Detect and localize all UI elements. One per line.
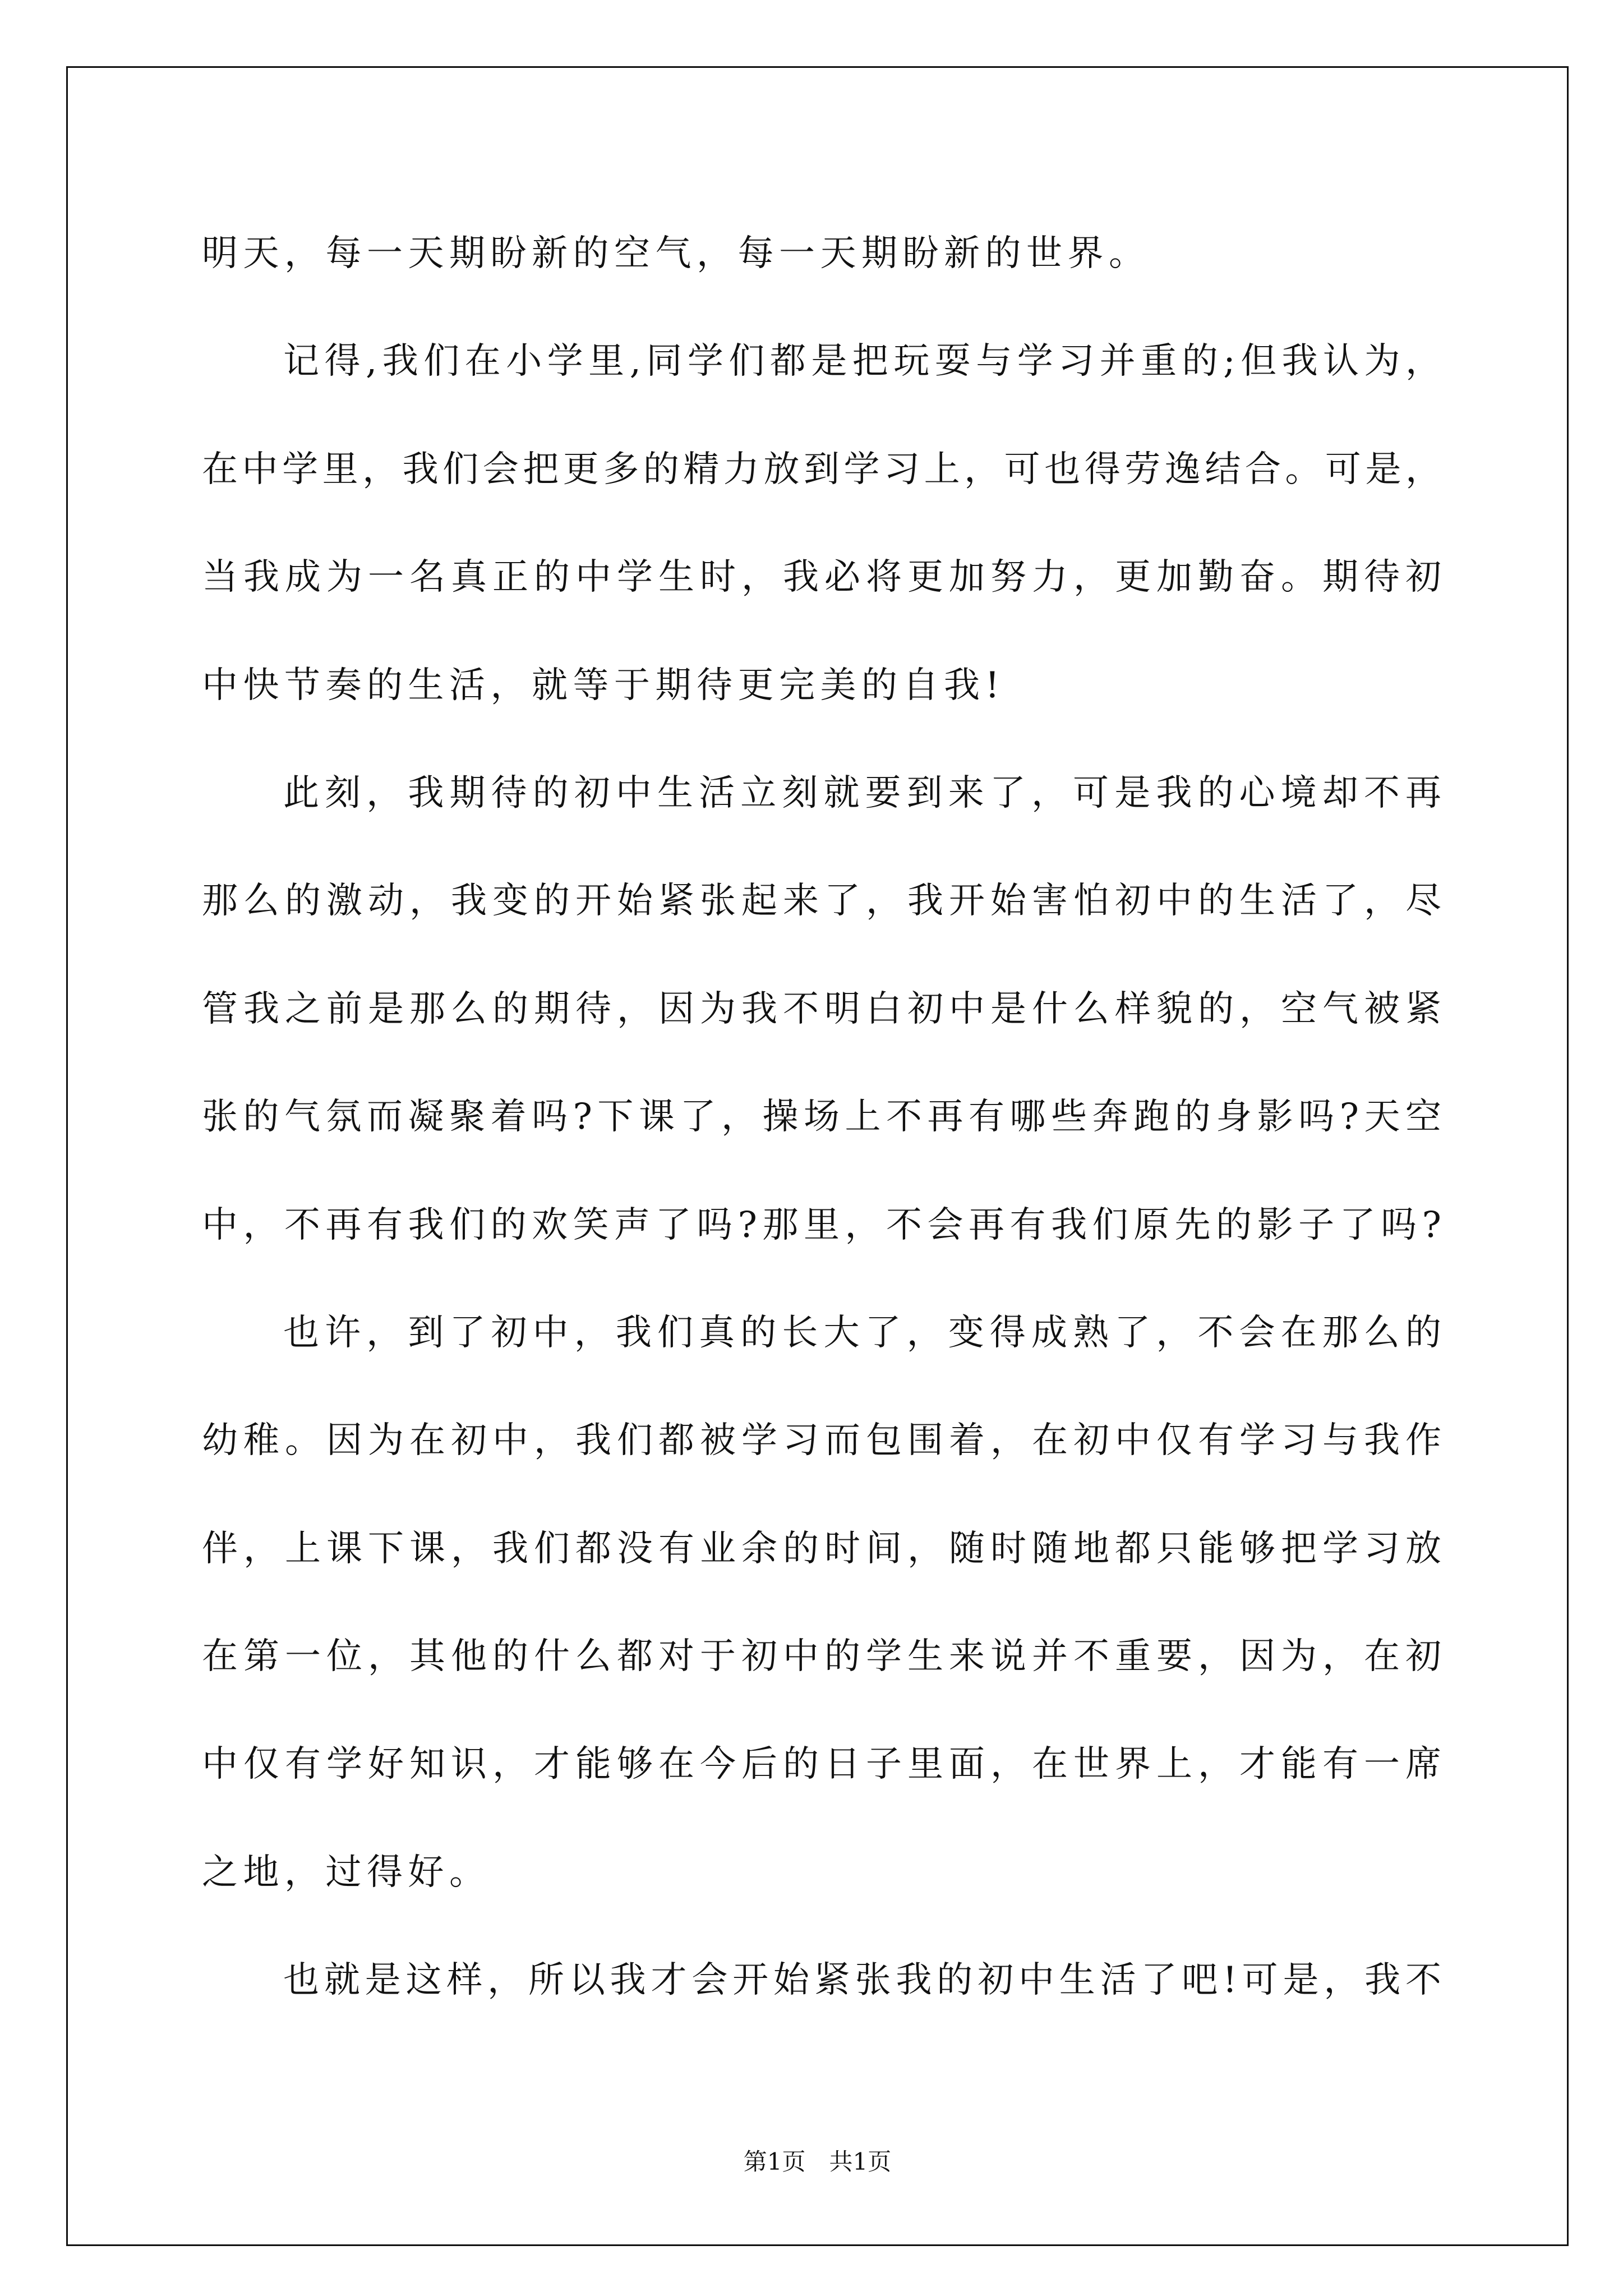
document-body (202, 200, 1441, 2035)
paragraph (202, 1926, 1441, 2034)
text-line: 在第一位，其他的什么都对于初中的学生来说并不重要，因为，在初 (202, 1636, 1441, 1678)
text-line: 张的气氛而凝聚着吗?下课了，操场上不再有哪些奔跑的身影吗?天空 (202, 1096, 1441, 1138)
text-line: 幼稚。因为在初中，我们都被学习而包围着，在初中仅有学习与我作 (202, 1420, 1441, 1462)
page-footer: 第1页 共1页 (743, 2148, 892, 2175)
paragraph (202, 307, 1441, 739)
text-line: 中仅有学好知识，才能够在今后的日子里面，在世界上，才能有一席 (202, 1743, 1441, 1786)
text-line: 中快节奏的生活，就等于期待更完美的自我! (202, 664, 1005, 706)
text-line: 管我之前是那么的期待，因为我不明白初中是什么样貌的，空气被紧 (202, 988, 1441, 1030)
paragraph (202, 200, 1441, 307)
text-line: 也就是这样，所以我才会开始紧张我的初中生活了吧!可是，我不 (283, 1959, 1441, 2001)
text-line: 记得,我们在小学里,同学们都是把玩耍与学习并重的;但我认为， (283, 341, 1441, 383)
text-line: 之地，过得好。 (202, 1851, 491, 1893)
text-line: 明天，每一天期盼新的空气，每一天期盼新的世界。 (202, 233, 1150, 274)
text-line: 当我成为一名真正的中学生时，我必将更加努力，更加勤奋。期待初 (202, 556, 1441, 599)
text-line: 中，不再有我们的欢笑声了吗?那里，不会再有我们原先的影子了吗? (202, 1204, 1441, 1246)
text-line: 在中学里，我们会把更多的精力放到学习上，可也得劳逸结合。可是， (202, 448, 1441, 490)
paragraph (202, 739, 1441, 1279)
text-line: 也许，到了初中，我们真的长大了，变得成熟了，不会在那么的 (283, 1312, 1441, 1354)
text-line: 那么的激动，我变的开始紧张起来了，我开始害怕初中的生活了，尽 (202, 880, 1441, 922)
text-line: 伴，上课下课，我们都没有业余的时间，随时随地都只能够把学习放 (202, 1527, 1441, 1570)
paragraph (202, 1279, 1441, 1926)
text-line: 此刻，我期待的初中生活立刻就要到来了，可是我的心境却不再 (283, 772, 1441, 814)
